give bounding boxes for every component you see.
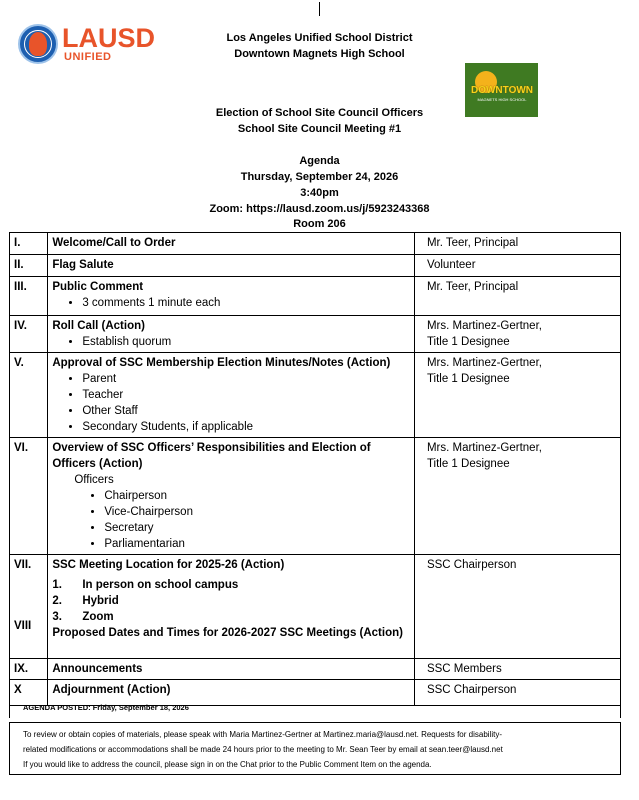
item-title: Flag Salute <box>52 259 114 271</box>
table-row <box>10 277 621 316</box>
item-number: VI. <box>10 438 48 555</box>
meeting-time: 3:40pm <box>300 187 339 199</box>
list-item: • 3 comments 1 minute each <box>82 295 410 311</box>
item-number: X <box>10 680 48 706</box>
footer-line: To review or obtain copies of materials, please speak with Maria Martinez-Gertner at Martinez.maria@lausd.net. Requests for disability- <box>23 730 502 739</box>
item-presenter: Mrs. Martinez-Gertner, <box>426 320 542 332</box>
table-row <box>10 233 621 255</box>
footer-line: If you would like to address the council, please sign in on the Chat prior to the Public Comment Item on the agenda. <box>23 760 432 769</box>
school-name: Downtown Magnets High School <box>234 48 405 60</box>
item-number: IV. <box>10 316 48 353</box>
item-title: Adjournment (Action) <box>52 684 171 696</box>
list-item: • Vice-Chairperson <box>104 504 410 520</box>
list-item: • Teacher <box>82 387 410 403</box>
item-presenter: SSC Chairperson <box>414 555 620 659</box>
school-logo-word: DOWNTOWN <box>470 85 534 96</box>
list-item: • Parent <box>82 371 410 387</box>
item-number: I. <box>10 233 48 255</box>
list-item: • Secondary Students, if applicable <box>82 419 410 435</box>
agenda-posted-date: AGENDA POSTED: Friday, September 18, 2026 <box>9 698 621 718</box>
item-number: IX. <box>10 659 48 680</box>
meeting-room: Room 206 <box>293 218 346 230</box>
district-name: Los Angeles Unified School District <box>226 32 413 44</box>
meeting-subtitle: School Site Council Meeting #1 <box>237 123 402 135</box>
table-row <box>10 316 621 353</box>
list-item: 2. Hybrid <box>52 595 119 607</box>
item-presenter: SSC Members <box>414 659 620 680</box>
lausd-logo-sub: UNIFIED <box>64 51 112 63</box>
item-title: Roll Call (Action) <box>52 320 145 332</box>
table-row <box>10 353 621 438</box>
item-presenter: SSC Chairperson <box>414 680 620 706</box>
item-presenter: Volunteer <box>414 255 620 277</box>
list-item: • Establish quorum <box>82 334 410 350</box>
item-presenter: Mrs. Martinez-Gertner, <box>426 442 542 454</box>
item-title: Public Comment <box>52 281 144 293</box>
item-title: SSC Meeting Location for 2025-26 (Action) <box>52 559 285 571</box>
item-number: III. <box>10 277 48 316</box>
item-presenter-role: Title 1 Designee <box>426 336 510 348</box>
text-cursor <box>319 2 320 16</box>
agenda-label: Agenda <box>299 155 340 167</box>
table-row <box>10 555 621 659</box>
item-presenter-role: Title 1 Designee <box>426 458 510 470</box>
footer-notice <box>9 722 621 775</box>
item-title: Welcome/Call to Order <box>52 237 176 249</box>
item-presenter: Mr. Teer, Principal <box>414 233 620 255</box>
item-number: V. <box>10 353 48 438</box>
item-title: Overview of SSC Officers’ Responsibilities and Election of Officers (Action) <box>52 442 371 470</box>
item-number: VII. <box>14 559 32 571</box>
school-logo-sub: MAGNETS HIGH SCHOOL <box>477 97 527 102</box>
list-item: • Secretary <box>104 520 410 536</box>
item-title-secondary: Proposed Dates and Times for 2026-2027 SSC Meetings (Action) <box>52 627 403 639</box>
zoom-link[interactable]: Zoom: https://lausd.zoom.us/j/5923243368 <box>209 203 430 215</box>
meeting-date: Thursday, September 24, 2026 <box>240 171 399 183</box>
list-item: • Chairperson <box>104 488 410 504</box>
footer-line: related modifications or accommodations shall be made 24 hours prior to the meeting to Mr. Sean Teer by email at sean.teer@lausd.net <box>23 745 503 754</box>
item-title: Approval of SSC Membership Election Minutes/Notes (Action) <box>52 357 391 369</box>
table-row <box>10 659 621 680</box>
item-presenter: Mr. Teer, Principal <box>414 277 620 316</box>
table-row <box>10 438 621 555</box>
agenda-table <box>9 232 621 706</box>
list-item: • Other Staff <box>82 403 410 419</box>
officers-label: Officers <box>74 474 114 486</box>
item-title: Announcements <box>52 663 143 675</box>
item-presenter-role: Title 1 Designee <box>426 373 510 385</box>
list-item: 1. In person on school campus <box>52 579 239 591</box>
meeting-title: Election of School Site Council Officers <box>215 107 424 119</box>
item-presenter: Mrs. Martinez-Gertner, <box>426 357 542 369</box>
item-number: II. <box>10 255 48 277</box>
item-number-secondary: VIII <box>14 620 32 632</box>
lausd-logo-word: LAUSD <box>62 23 155 53</box>
list-item: 3. Zoom <box>52 611 114 623</box>
table-row <box>10 255 621 277</box>
list-item: • Parliamentarian <box>104 536 410 552</box>
